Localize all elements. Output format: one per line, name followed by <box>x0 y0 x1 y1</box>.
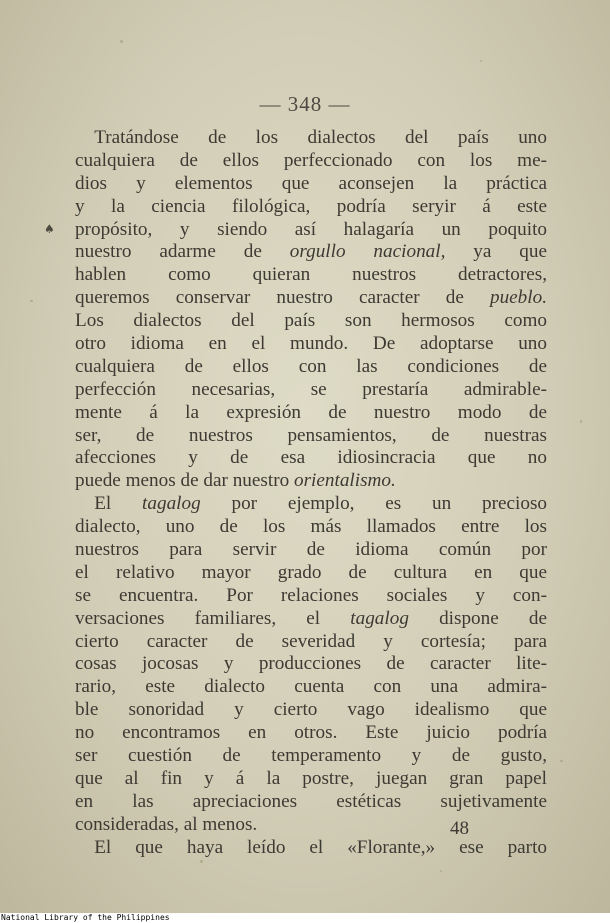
text-line: cualquiera de ellos perfeccionado con los me- <box>75 149 547 171</box>
text-line: consideradas, al menos. <box>75 813 258 835</box>
margin-marker: ♠ <box>44 222 55 236</box>
text-line: versaciones familiares, el tagalog dispone de <box>75 607 547 629</box>
italic-phrase: orgullo nacional, <box>289 241 446 263</box>
text-line: que al fin y á la postre, juegan gran papel <box>75 767 547 789</box>
text-line: nuestro adarme de orgullo nacional, ya que <box>75 241 548 263</box>
text-line: el relativo mayor grado de cultura en que <box>75 561 547 583</box>
text-line: rario, este dialecto cuenta con una admira- <box>75 676 547 698</box>
italic-phrase: pueblo. <box>489 287 547 309</box>
text-line: Los dialectos del país son hermosos como <box>75 310 547 332</box>
text-line: cosas jocosas y producciones de caracter lite- <box>75 653 547 675</box>
text-line: perfección necesarias, se prestaría admirable- <box>75 378 547 400</box>
text-line: ble sonoridad y cierto vago idealismo que <box>75 699 547 721</box>
signature-mark: 48 <box>450 818 469 839</box>
text-line: propósito, y siendo así halagaría un poquito <box>75 218 547 240</box>
body-text <box>75 127 547 860</box>
text-line: hablen como quieran nuestros detractores, <box>75 264 547 286</box>
text-line: puede menos de dar nuestro orientalismo. <box>75 470 396 492</box>
page-header: — 348 — <box>259 92 351 116</box>
text-line: El tagalog por ejemplo, es un precioso <box>94 493 548 515</box>
text-line: dialecto, uno de los más llamados entre los <box>75 516 547 538</box>
italic-phrase: tagalog <box>350 607 409 629</box>
text-line: mente á la expresión de nuestro modo de <box>75 401 547 423</box>
text-line: otro idioma en el mundo. De adoptarse uno <box>75 333 547 355</box>
text-line: ser cuestión de temperamento y de gusto, <box>75 745 547 767</box>
text-line: en las apreciaciones estéticas sujetivamente <box>75 790 547 812</box>
text-line: se encuentra. Por relaciones sociales y con- <box>75 584 547 606</box>
italic-phrase: orientalismo. <box>294 470 396 492</box>
text-line: afecciones y de esa idiosincracia que no <box>75 447 547 469</box>
italic-phrase: tagalog <box>142 493 201 515</box>
text-line: queremos conservar nuestro caracter de pueblo. <box>75 287 547 309</box>
text-line: Tratándose de los dialectos del país uno <box>94 127 547 148</box>
library-credit: National Library of the Philippines <box>0 913 610 923</box>
text-line: cierto caracter de severidad y cortesía; para <box>75 630 547 652</box>
text-line: y la ciencia filológica, podría seryir á este <box>75 195 547 217</box>
text-line: cualquiera de ellos con las condiciones de <box>75 355 547 377</box>
text-line: dios y elementos que aconsejen la práctica <box>75 172 547 194</box>
text-line: El que haya leído el «Florante,» ese parto <box>94 836 547 858</box>
text-line: ser, de nuestros pensamientos, de nuestras <box>75 424 547 446</box>
text-line: no encontramos en otros. Este juicio podría <box>75 722 547 744</box>
text-line: nuestros para servir de idioma común por <box>75 539 547 561</box>
